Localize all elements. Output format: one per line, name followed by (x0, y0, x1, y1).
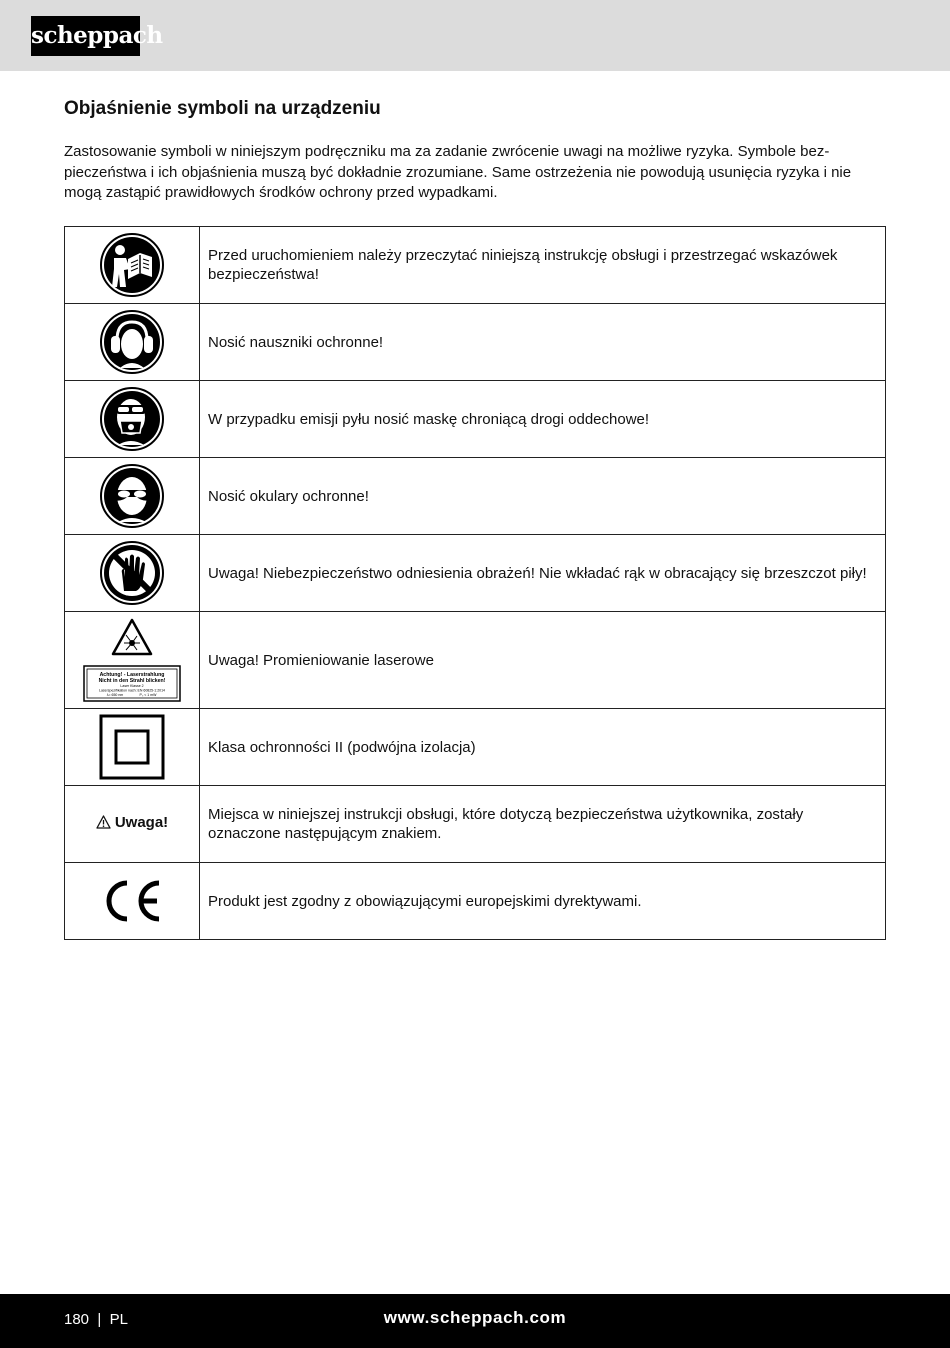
symbols-table (64, 226, 886, 940)
description-cell: Uwaga! Niebezpieczeństwo odniesienia obrażeń! Nie wkładać rąk w obracający się brzeszczot piły! (200, 535, 886, 612)
laser-label-line1: Achtung! - Laserstrahlung (99, 672, 165, 678)
symbol-cell (65, 709, 200, 786)
laser-label-line4: Laserspezifikation nach: EN 60825-1:2014 (99, 688, 165, 693)
description-cell: Nosić nauszniki ochronne! (200, 304, 886, 381)
table-row (65, 227, 886, 304)
symbol-cell (65, 304, 200, 381)
symbol-cell (65, 786, 200, 863)
footer-bar (0, 1294, 950, 1348)
warning-triangle-icon (96, 815, 111, 829)
brand-logo: scheppach (31, 16, 140, 56)
symbol-cell (65, 612, 200, 709)
description-cell: Nosić okulary ochronne! (200, 458, 886, 535)
description-cell: Klasa ochronności II (podwójna izolacja) (200, 709, 886, 786)
header-bar (0, 0, 950, 71)
table-row (65, 535, 886, 612)
symbol-cell (65, 863, 200, 940)
page-number: 180 (64, 1311, 90, 1328)
no-hands-icon (100, 541, 164, 605)
uwaga-symbol (96, 814, 168, 831)
description-cell: Miejsca w niniejszej instrukcji obsługi, które dotyczą bezpieczeństwa użytkownika, zostały oznaczone następującym znakiem. (200, 786, 886, 863)
description-cell: Przed uruchomieniem należy przeczytać niniejszą instrukcję obsługi i przestrzegać wskazówek bezpieczeństwa! (200, 227, 886, 304)
website-link[interactable]: www.scheppach.com (383, 1308, 567, 1327)
respirator-mask-icon (100, 387, 164, 451)
laser-label-line6: P₀ < 1 mW (139, 693, 157, 697)
symbol-cell (65, 227, 200, 304)
symbol-cell (65, 381, 200, 458)
table-row (65, 458, 886, 535)
table-row (65, 612, 886, 709)
description-cell: W przypadku emisji pyłu nosić maskę chroniącą drogi oddechowe! (200, 381, 886, 458)
table-row (65, 786, 886, 863)
table-row (65, 863, 886, 940)
ear-protection-icon (100, 310, 164, 374)
symbol-cell (65, 535, 200, 612)
intro-paragraph: Zastosowanie symboli w niniejszym podręczniku ma za zadanie zwrócenie uwagi na możliwe ryzyka. Symbole bezpieczeństwa i ich objaśnienia muszą być dokładnie zrozumiane. Same ostrzeżenia nie powodują usunięcia ryzyka i nie mogą zastąpić prawidłowych środków ochrony przed wypadkami. (64, 143, 852, 201)
table-row (65, 304, 886, 381)
language-code: PL (109, 1311, 128, 1328)
uwaga-label: Uwaga! (114, 813, 169, 831)
ce-mark-icon (99, 877, 165, 925)
page-separator: | (93, 1311, 106, 1328)
laser-label-line3: Laser Klasse 2 (120, 684, 144, 688)
description-cell: Uwaga! Promieniowanie laserowe (200, 612, 886, 709)
double-insulation-icon (99, 714, 165, 780)
table-row (65, 381, 886, 458)
read-manual-icon (100, 233, 164, 297)
symbol-cell (65, 458, 200, 535)
description-cell: Produkt jest zgodny z obowiązującymi europejskimi dyrektywami. (200, 863, 886, 940)
laser-label-line2: Nicht in den Strahl blicken! (98, 678, 166, 684)
safety-goggles-icon (100, 464, 164, 528)
laser-label-line5: λ= 650 nm (106, 693, 124, 697)
table-row (65, 709, 886, 786)
page-title: Objaśnienie symboli na urządzeniu (64, 98, 381, 119)
laser-warning-icon (82, 615, 182, 705)
